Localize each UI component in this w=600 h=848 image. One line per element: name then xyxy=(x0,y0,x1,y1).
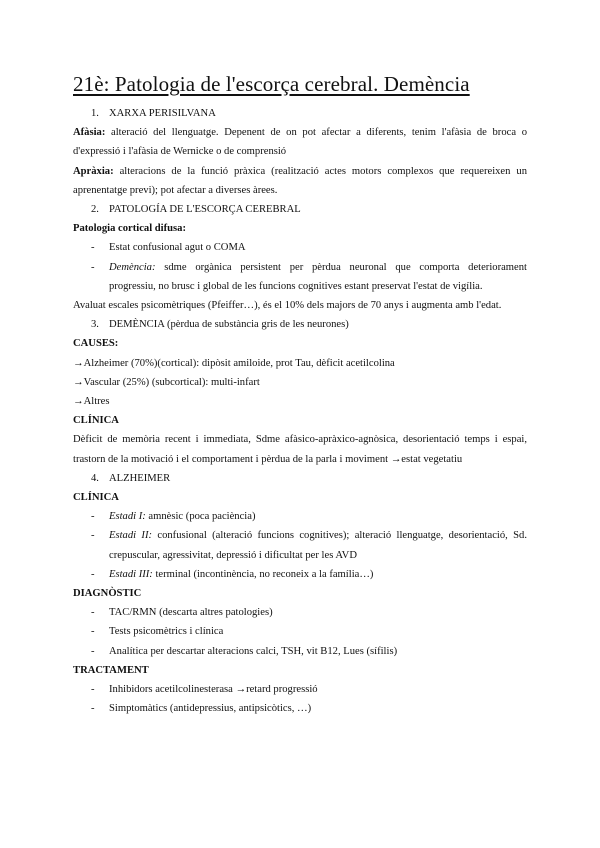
section-number: 3. xyxy=(91,319,99,331)
bullet-marker: - xyxy=(91,703,95,715)
subheading: TRACTAMENT xyxy=(73,664,149,676)
bullet-marker: - xyxy=(91,261,95,273)
cause-item: →Vascular (25%) (subcortical): multi-infart xyxy=(73,376,260,388)
bullet-marker: - xyxy=(91,684,95,696)
list-item-text: amnèsic (poca paciència) xyxy=(145,511,256,523)
section-heading-3 xyxy=(73,315,527,334)
cause-item: →Altres xyxy=(73,396,110,408)
bullet-marker: - xyxy=(91,645,95,657)
list-item xyxy=(73,603,527,622)
list-item xyxy=(73,680,527,699)
subheading: DIAGNÒSTIC xyxy=(73,588,142,600)
bullet-marker: - xyxy=(91,511,95,523)
page-title: 21è: Patologia de l'escorça cerebral. Demència xyxy=(73,72,470,96)
section-title: ALZHEIMER xyxy=(109,472,171,484)
term-label: Demència: xyxy=(109,261,156,273)
section-number: 1. xyxy=(91,108,99,119)
bullet-marker: - xyxy=(91,242,95,254)
paragraph-clinica-line-1: Dèficit de memòria recent i immediata, Sdme afàsico-apràxico-agnòsica, desorientació temps i espai, xyxy=(73,434,527,446)
list-item-text: Tests psicomètrics i clínica xyxy=(109,626,224,638)
list-item xyxy=(73,565,527,584)
paragraph-note: Avaluat escales psicomètriques (Pfeiffer…), és el 10% dels majors de 70 anys i augmenta amb l'edat. xyxy=(73,300,502,312)
list-item xyxy=(73,258,527,277)
subheading: CLÍNICA xyxy=(73,492,119,504)
list-item-text: Inhibidors acetilcolinesterasa →retard progressió xyxy=(109,684,318,696)
document-body xyxy=(73,104,527,719)
term-label: Estadi II: xyxy=(109,530,153,542)
bullet-marker: - xyxy=(91,568,95,580)
term-label: Afàsia: xyxy=(73,127,106,139)
paragraph-text: alteració del llenguatge. Depenent de on pot afectar a diferents, tenim l'afàsia de broca o xyxy=(105,127,527,139)
section-number: 4. xyxy=(91,472,99,484)
section-number: 2. xyxy=(91,204,99,216)
paragraph-afasia-line-1 xyxy=(73,123,527,142)
subheading: CLÍNICA xyxy=(73,415,119,427)
section-title: XARXA PERISILVANA xyxy=(109,108,216,119)
section-heading-2 xyxy=(73,200,527,219)
list-item xyxy=(73,699,527,718)
section-heading-1 xyxy=(73,104,527,123)
cause-item: →Alzheimer (70%)(cortical): dipòsit amiloide, prot Tau, dèficit acetilcolina xyxy=(73,357,395,369)
paragraph-clinica-line-2: trastorn de la motivació i el comportament i pèrdua de la parla i moviment →estat vegetatiu xyxy=(73,453,463,465)
list-item-text: Analítica per descartar alteracions calci, TSH, vit B12, Lues (sífilis) xyxy=(109,645,398,657)
paragraph-afasia-line-2: d'expressió i l'afàsia de Wernicke o de comprensió xyxy=(73,146,287,158)
term-label: Estadi I: xyxy=(109,511,146,523)
paragraph-apraxia-line-2: aprenentatge previ); pot afectar a diverses àrees. xyxy=(73,184,278,196)
bullet-marker: - xyxy=(91,530,95,542)
bullet-marker: - xyxy=(91,626,95,638)
subheading: CAUSES: xyxy=(73,338,119,350)
subheading: Patologia cortical difusa: xyxy=(73,223,186,235)
bullet-marker: - xyxy=(91,607,95,619)
paragraph-text: alteracions de la funció pràxica (realització actes motors complexos que requereixen un xyxy=(113,165,527,177)
list-item-continuation: progressiu, no brusc i global de les funcions cognitives estant preservat l'estat de vigília. xyxy=(109,280,483,292)
term-label: Apràxia: xyxy=(73,165,114,177)
list-item xyxy=(73,507,527,526)
list-item-text: confusional (alteració funcions cognitives); alteració llenguatge, desorientació, Sd. xyxy=(152,530,527,542)
list-item xyxy=(73,238,527,257)
term-label: Estadi III: xyxy=(109,568,153,580)
list-item-text: sdme orgànica persistent per pèrdua neuronal que comporta deteriorament xyxy=(155,261,527,273)
paragraph-apraxia-line-1 xyxy=(73,162,527,181)
list-item-text: Simptomàtics (antidepressius, antipsicòtics, …) xyxy=(109,703,312,715)
list-item xyxy=(73,622,527,641)
list-item-text: TAC/RMN (descarta altres patologies) xyxy=(109,607,273,619)
list-item-text: terminal (incontinència, no reconeix a la família…) xyxy=(152,568,374,580)
section-title: PATOLOGÍA DE L'ESCORÇA CEREBRAL xyxy=(109,204,301,216)
section-heading-4 xyxy=(73,469,527,488)
list-item-text: Estat confusional agut o COMA xyxy=(109,242,246,254)
section-title: DEMÈNCIA (pèrdua de substància gris de les neurones) xyxy=(109,319,349,331)
list-item xyxy=(73,526,527,545)
list-item-continuation: crepuscular, agressivitat, depressió i dificultat per les AVD xyxy=(109,549,357,561)
list-item xyxy=(73,642,527,661)
